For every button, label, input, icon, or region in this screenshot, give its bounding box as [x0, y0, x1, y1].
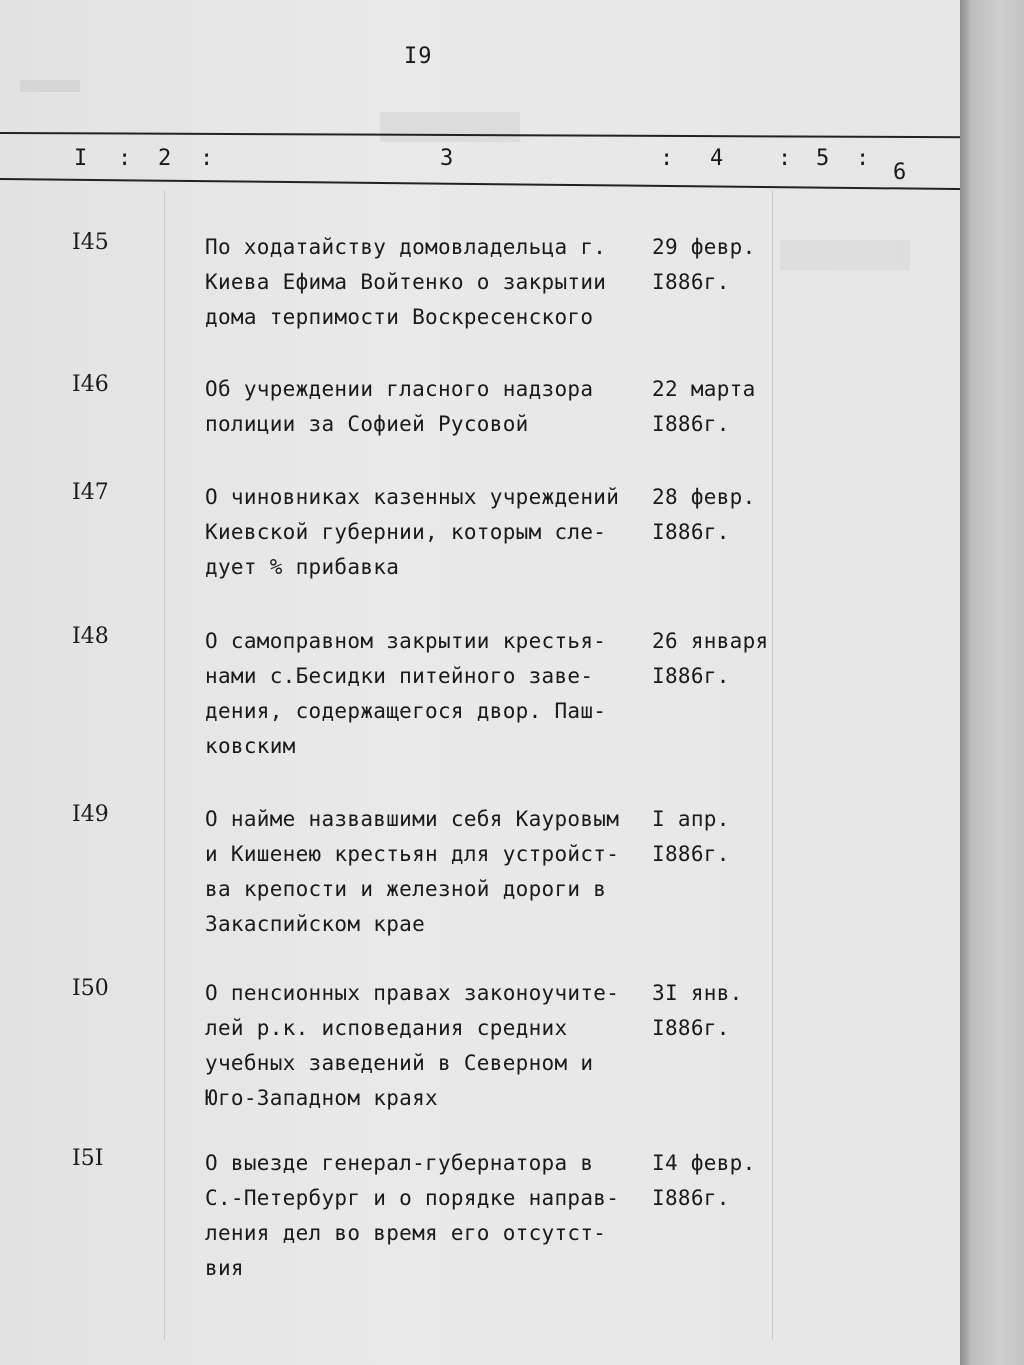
entry-date: [652, 624, 769, 694]
next-page-edge: [960, 0, 1024, 1365]
entry-title: [205, 372, 645, 442]
column-header-separator: :: [118, 146, 132, 171]
entry-number: I48: [72, 624, 109, 649]
entry-number: I49: [72, 802, 109, 827]
column-header-5: 5: [816, 146, 830, 171]
bleed-through-shadow: [780, 240, 910, 270]
entry-number: I45: [72, 230, 109, 255]
column-header-2: 2: [158, 146, 172, 171]
column-header-4: 4: [710, 146, 724, 171]
entry-title-line: Юго-Западном краях: [205, 1086, 438, 1110]
entry-date-line: I886г.: [652, 412, 730, 436]
entry-title: [205, 230, 645, 335]
entry-title-line: ления дел во время его отсутст-: [205, 1221, 607, 1245]
bleed-through-shadow: [380, 112, 520, 142]
entry-date-line: 26 января: [652, 629, 769, 653]
entry-title-line: Закаспийском крае: [205, 912, 426, 936]
table-column-divider: [164, 190, 165, 1340]
entry-date: [652, 1146, 756, 1216]
entry-title: [205, 480, 645, 585]
entry-title-line: лей р.к. исповедания средних: [205, 1016, 568, 1040]
entry-title-line: дения, содержащегося двор. Паш-: [205, 699, 607, 723]
header-bottom-rule: [0, 178, 968, 190]
entry-date-line: 22 марта: [652, 377, 756, 401]
entry-title-line: О выезде генерал-губернатора в: [205, 1151, 594, 1175]
entry-title-line: дома терпимости Воскресенского: [205, 305, 594, 329]
entry-title-line: ковским: [205, 734, 296, 758]
entry-title-line: учебных заведений в Северном и: [205, 1051, 594, 1075]
column-header-separator: :: [660, 146, 674, 171]
entry-number: I46: [72, 372, 109, 397]
column-header-3: 3: [440, 146, 454, 171]
entry-number: I47: [72, 480, 109, 505]
entry-title-line: О чиновниках казенных учреждений: [205, 485, 620, 509]
entry-title-line: О самоправном закрытии крестья-: [205, 629, 607, 653]
entry-date-line: I886г.: [652, 270, 730, 294]
entry-title: [205, 1146, 645, 1286]
entry-date: [652, 372, 756, 442]
entry-date-line: I апр.: [652, 807, 730, 831]
column-header-separator: :: [778, 146, 792, 171]
entry-date-line: 28 февр.: [652, 485, 756, 509]
entry-number: I5I: [72, 1146, 104, 1171]
entry-date-line: I886г.: [652, 1186, 730, 1210]
entry-title-line: С.-Петербург и о порядке направ-: [205, 1186, 620, 1210]
entry-date: [652, 480, 756, 550]
entry-title-line: полиции за Софией Русовой: [205, 412, 529, 436]
entry-date-line: I886г.: [652, 520, 730, 544]
entry-title-line: вия: [205, 1256, 244, 1280]
entry-date: [652, 802, 730, 872]
entry-title-line: нами с.Бесидки питейного заве-: [205, 664, 594, 688]
entry-title-line: О найме назвавшими себя Кауровым: [205, 807, 620, 831]
entry-date-line: 3I янв.: [652, 981, 743, 1005]
entry-title-line: ва крепости и железной дороги в: [205, 877, 607, 901]
entry-title-line: и Кишенею крестьян для устройст-: [205, 842, 620, 866]
entry-date: [652, 230, 756, 300]
entry-date-line: I4 февр.: [652, 1151, 756, 1175]
entry-title: [205, 976, 645, 1116]
entry-title: [205, 802, 645, 942]
entry-number: I50: [72, 976, 109, 1001]
bleed-through-shadow: [20, 80, 80, 92]
entry-title-line: дует % прибавка: [205, 555, 400, 579]
entry-date-line: I886г.: [652, 664, 730, 688]
column-header-1: I: [74, 146, 88, 171]
column-header-separator: :: [856, 146, 870, 171]
entry-title-line: По ходатайству домовладельца г.: [205, 235, 607, 259]
entry-date: [652, 976, 743, 1046]
table-column-divider: [772, 190, 773, 1340]
entry-date-line: I886г.: [652, 842, 730, 866]
column-header-6: 6: [893, 160, 907, 185]
entry-date-line: 29 февр.: [652, 235, 756, 259]
page-number: I9: [404, 44, 433, 69]
column-header-separator: :: [200, 146, 214, 171]
entry-date-line: I886г.: [652, 1016, 730, 1040]
entry-title-line: О пенсионных правах законоучите-: [205, 981, 620, 1005]
entry-title-line: Киева Ефима Войтенко о закрытии: [205, 270, 607, 294]
entry-title: [205, 624, 645, 764]
entry-title-line: Киевской губернии, которым сле-: [205, 520, 607, 544]
entry-title-line: Об учреждении гласного надзора: [205, 377, 594, 401]
